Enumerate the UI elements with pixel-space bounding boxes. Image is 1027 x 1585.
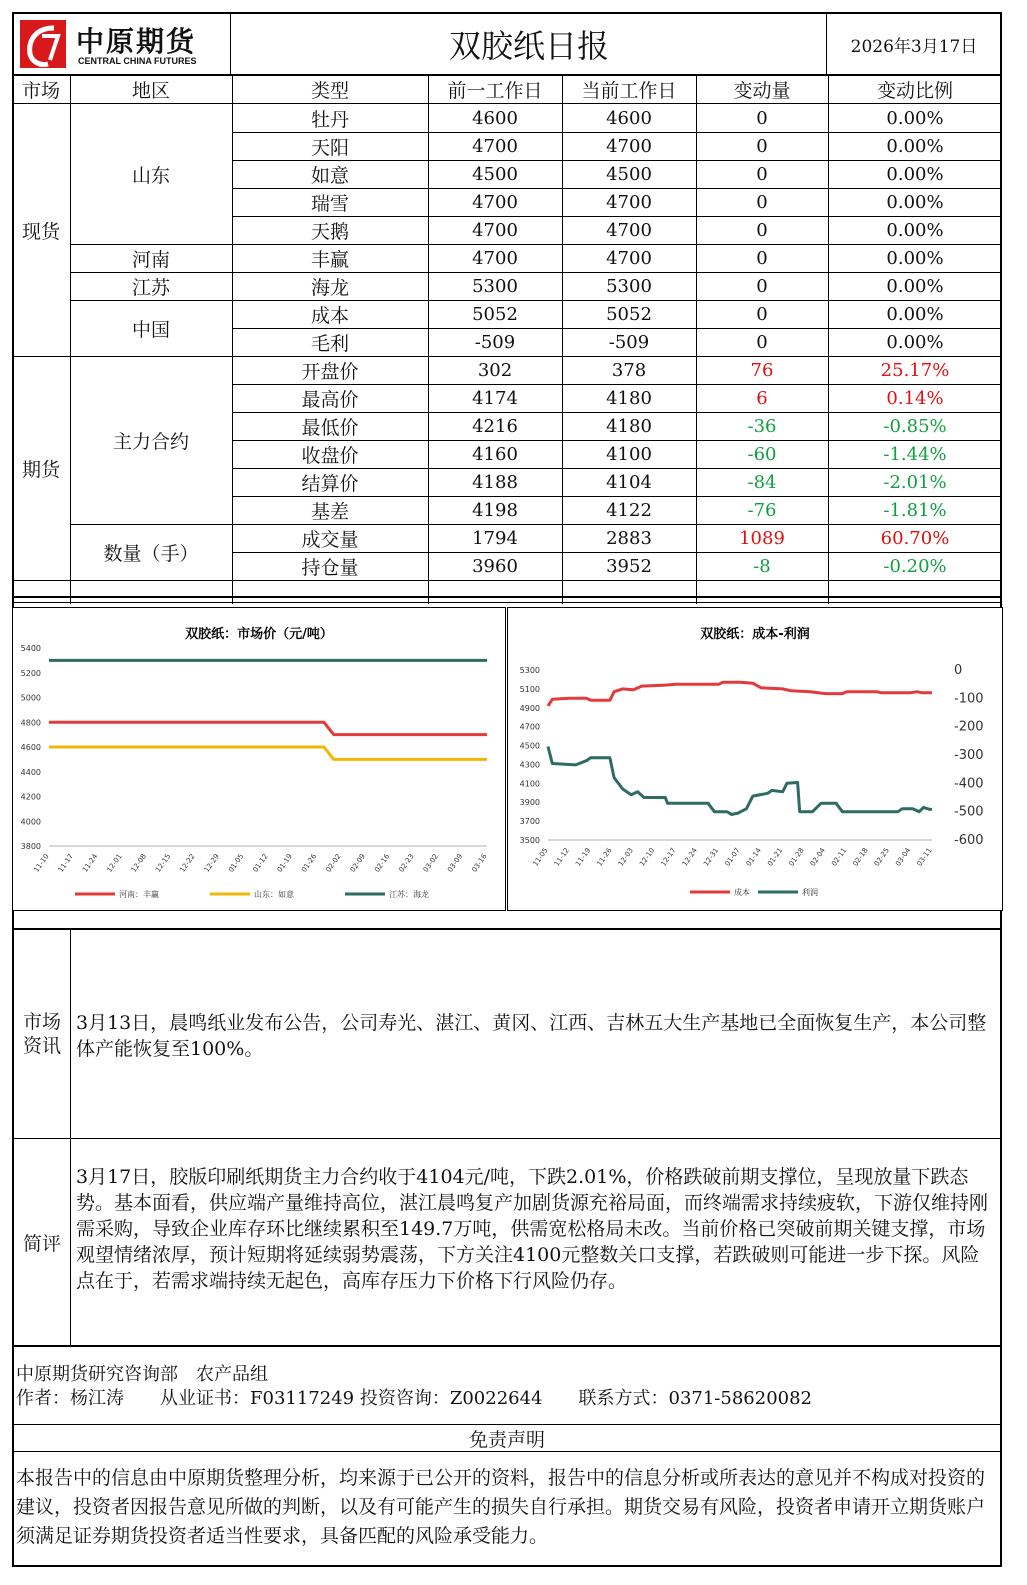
type-cell: 瑞雪 xyxy=(310,192,349,215)
change-value: -8 xyxy=(753,555,771,577)
change-value: 0 xyxy=(756,219,768,241)
y-tick-label: 4600 xyxy=(20,743,41,752)
curr-value: -509 xyxy=(608,331,650,353)
change-value: 1089 xyxy=(739,527,785,549)
change-value: 6 xyxy=(756,387,768,409)
y-tick-label: 4000 xyxy=(20,817,41,827)
market-cell: 期货 xyxy=(21,458,60,481)
prev-value: 4160 xyxy=(472,443,518,465)
type-cell: 成交量 xyxy=(301,528,359,551)
type-cell: 基差 xyxy=(310,500,349,523)
change-pct: 0.00% xyxy=(886,135,944,157)
curr-value: 4104 xyxy=(606,471,652,493)
logo-cn: 中原期货 xyxy=(76,25,197,58)
prev-value: 4188 xyxy=(472,471,518,493)
x-tick-label: 02-04 xyxy=(808,846,827,868)
x-tick-label: 03-02 xyxy=(421,852,440,874)
y2-tick-label: -600 xyxy=(954,833,984,848)
y2-tick-label: -500 xyxy=(954,804,984,820)
x-tick-label: 11-24 xyxy=(81,852,100,874)
prev-value: 4700 xyxy=(472,191,518,213)
chart-title: 双胶纸：成本-利润 xyxy=(700,627,810,642)
prev-value: -509 xyxy=(474,331,516,353)
x-tick-label: 01-19 xyxy=(275,852,294,874)
y-tick-label: 3900 xyxy=(519,798,540,808)
change-value: 0 xyxy=(756,331,768,353)
y-tick-label: 4800 xyxy=(20,718,41,728)
report-date: 2026年3月17日 xyxy=(850,36,978,57)
curr-value: 4180 xyxy=(606,387,652,409)
change-pct: 25.17% xyxy=(880,359,950,381)
y2-tick-label: -200 xyxy=(954,719,984,735)
y-tick-label: 5100 xyxy=(519,684,540,694)
prev-value: 5300 xyxy=(472,275,518,297)
y-tick-label: 5300 xyxy=(519,666,540,675)
type-cell: 天鹅 xyxy=(310,220,349,243)
y-tick-label: 3700 xyxy=(519,817,540,827)
change-pct: 0.00% xyxy=(886,219,944,241)
y-tick-label: 5000 xyxy=(20,693,41,703)
x-tick-label: 12-17 xyxy=(659,846,678,868)
x-tick-label: 01-12 xyxy=(251,852,270,874)
type-cell: 结算价 xyxy=(301,472,359,495)
x-tick-label: 12-15 xyxy=(154,852,173,874)
x-tick-label: 11-26 xyxy=(595,846,614,868)
legend-label: 河南：丰赢 xyxy=(119,890,159,899)
series-line xyxy=(548,747,932,815)
region-cell: 数量（手） xyxy=(103,542,199,565)
x-tick-label: 12-01 xyxy=(105,852,124,874)
type-cell: 毛利 xyxy=(310,332,349,355)
x-tick-label: 01-14 xyxy=(744,846,763,868)
change-value: 0 xyxy=(756,135,768,157)
legend-label: 利润 xyxy=(802,888,818,897)
curr-value: 4600 xyxy=(606,107,652,129)
legend-label: 成本 xyxy=(734,888,750,897)
type-cell: 持仓量 xyxy=(301,556,359,579)
curr-value: 4100 xyxy=(606,443,652,465)
change-pct: -2.01% xyxy=(883,471,947,493)
type-cell: 如意 xyxy=(310,164,349,187)
x-tick-label: 12-10 xyxy=(638,846,657,868)
logo xyxy=(14,14,231,74)
y2-tick-label: -300 xyxy=(954,748,984,763)
type-cell: 丰赢 xyxy=(310,248,349,271)
curr-value: 5300 xyxy=(606,275,652,297)
region-cell: 河南 xyxy=(131,248,170,271)
curr-value: 4122 xyxy=(606,499,652,521)
y-tick-label: 5400 xyxy=(20,644,41,653)
change-pct: -1.81% xyxy=(883,499,947,521)
change-value: 0 xyxy=(756,303,768,325)
disclaimer-title: 免责声明 xyxy=(468,1428,545,1451)
prev-value: 4600 xyxy=(472,107,518,129)
x-tick-label: 03-11 xyxy=(915,846,934,868)
y-tick-label: 3800 xyxy=(20,842,41,851)
region-cell: 中国 xyxy=(131,318,170,341)
region-cell: 山东 xyxy=(131,164,170,187)
x-tick-label: 12-31 xyxy=(702,846,721,868)
type-cell: 牡丹 xyxy=(310,108,349,131)
x-tick-label: 12-29 xyxy=(202,852,221,874)
x-tick-label: 11-19 xyxy=(574,846,593,868)
change-value: 0 xyxy=(756,247,768,269)
x-tick-label: 03-09 xyxy=(446,852,465,874)
change-value: 0 xyxy=(756,191,768,213)
type-cell: 最高价 xyxy=(301,388,359,411)
change-value: -76 xyxy=(747,499,777,521)
prev-value: 4216 xyxy=(472,415,518,437)
x-tick-label: 03-04 xyxy=(894,846,913,868)
change-value: -60 xyxy=(747,443,777,465)
type-cell: 海龙 xyxy=(310,276,349,299)
prev-value: 1794 xyxy=(472,527,518,549)
x-tick-label: 02-02 xyxy=(324,852,343,874)
page-title: 双胶纸日报 xyxy=(232,14,827,74)
x-tick-label: 02-18 xyxy=(851,846,870,868)
change-value: 0 xyxy=(756,107,768,129)
y-tick-label: 4400 xyxy=(20,767,41,777)
region-cell: 江苏 xyxy=(131,276,170,299)
change-value: 0 xyxy=(756,275,768,297)
x-tick-label: 01-26 xyxy=(300,852,319,874)
disclaimer-text: 本报告中的信息由中原期货整理分析，均来源于已公开的资料，报告中的信息分析或所表达的意见并不构成对投资的建议，投资者因报告意见所做的判断，以及有可能产生的损失自行承担。期货交易有风险，投资者申请开立期货账户须满足证券期货投资者适当性要求，具备匹配的风险承受能力。 xyxy=(16,1467,986,1547)
y2-tick-label: -100 xyxy=(954,691,984,707)
change-pct: -0.85% xyxy=(883,415,947,437)
series-line xyxy=(548,682,932,706)
x-tick-label: 12-03 xyxy=(616,846,635,868)
series-line xyxy=(49,747,487,759)
y-tick-label: 3500 xyxy=(519,836,540,845)
y-tick-label: 4900 xyxy=(519,703,540,713)
change-value: 76 xyxy=(750,359,774,381)
x-tick-label: 01-28 xyxy=(787,846,806,868)
change-pct: 0.14% xyxy=(886,387,944,409)
type-cell: 最低价 xyxy=(301,416,359,439)
y-tick-label: 4200 xyxy=(20,792,41,802)
change-pct: 0.00% xyxy=(886,107,944,129)
curr-value: 4500 xyxy=(606,163,652,185)
x-tick-label: 12-22 xyxy=(178,852,197,874)
x-tick-label: 03-16 xyxy=(470,852,489,874)
change-pct: 0.00% xyxy=(886,191,944,213)
market-price-chart xyxy=(12,607,506,911)
x-tick-label: 11-05 xyxy=(531,846,550,868)
x-tick-label: 11-12 xyxy=(552,846,571,868)
prev-value: 4700 xyxy=(472,247,518,269)
column-header: 变动比例 xyxy=(876,80,953,102)
x-tick-label: 01-07 xyxy=(723,846,742,868)
y-tick-label: 4700 xyxy=(519,722,540,732)
x-tick-label: 02-11 xyxy=(830,846,849,868)
curr-value: 4700 xyxy=(606,135,652,157)
column-header: 市场 xyxy=(21,80,60,102)
curr-value: 378 xyxy=(611,359,647,381)
type-cell: 成本 xyxy=(310,304,349,327)
chart-title: 双胶纸：市场价（元/吨） xyxy=(185,627,333,642)
news-text: 3月13日，晨鸣纸业发布公告，公司寿光、湛江、黄冈、江西、吉林五大生产基地已全面恢复生产，本公司整体产能恢复至100%。 xyxy=(76,1012,987,1060)
change-value: -36 xyxy=(747,415,777,437)
curr-value: 4700 xyxy=(606,219,652,241)
series-line xyxy=(49,722,487,734)
change-value: -84 xyxy=(747,471,777,493)
x-tick-label: 12-08 xyxy=(129,852,148,874)
change-pct: -1.44% xyxy=(883,443,947,465)
curr-value: 5052 xyxy=(606,303,652,325)
y-tick-label: 4100 xyxy=(519,779,540,789)
cost-profit-chart xyxy=(507,607,1003,911)
prev-value: 4198 xyxy=(472,499,518,521)
x-tick-label: 02-25 xyxy=(872,846,891,868)
prev-value: 302 xyxy=(477,359,513,381)
change-pct: -0.20% xyxy=(883,555,947,577)
department: 中原期货研究咨询部 农产品组 xyxy=(16,1364,268,1385)
legend-label: 江苏：海龙 xyxy=(389,890,429,899)
y-tick-label: 5200 xyxy=(20,668,41,678)
prev-value: 4174 xyxy=(472,387,518,409)
region-cell: 主力合约 xyxy=(112,430,189,453)
legend-label: 山东：如意 xyxy=(254,890,294,899)
x-tick-label: 02-23 xyxy=(397,852,416,874)
curr-value: 4700 xyxy=(606,191,652,213)
column-header: 类型 xyxy=(310,80,349,102)
column-header: 前一工作日 xyxy=(447,80,543,102)
change-pct: 0.00% xyxy=(886,275,944,297)
change-pct: 60.70% xyxy=(880,527,950,549)
y-tick-label: 4500 xyxy=(519,741,540,751)
y-tick-label: 4300 xyxy=(519,760,540,770)
change-pct: 0.00% xyxy=(886,303,944,325)
change-pct: 0.00% xyxy=(886,247,944,269)
market-cell: 现货 xyxy=(21,220,60,243)
change-value: 0 xyxy=(756,163,768,185)
x-tick-label: 11-17 xyxy=(56,852,75,874)
curr-value: 2883 xyxy=(606,527,652,549)
x-tick-label: 02-16 xyxy=(373,852,392,874)
curr-value: 4700 xyxy=(606,247,652,269)
curr-value: 4180 xyxy=(606,415,652,437)
prev-value: 3960 xyxy=(472,555,518,577)
change-pct: 0.00% xyxy=(886,163,944,185)
y2-tick-label: -400 xyxy=(954,776,984,792)
x-tick-label: 01-05 xyxy=(227,852,246,874)
column-header: 当前工作日 xyxy=(581,80,677,102)
column-header: 变动量 xyxy=(733,80,791,102)
type-cell: 收盘价 xyxy=(301,444,359,467)
x-tick-label: 12-24 xyxy=(680,846,699,868)
news-label: 市场 资讯 xyxy=(22,1011,61,1057)
column-header: 地区 xyxy=(131,80,170,102)
type-cell: 天阳 xyxy=(310,136,349,159)
prev-value: 4700 xyxy=(472,135,518,157)
x-tick-label: 11-10 xyxy=(32,852,51,874)
author-info: 作者：杨江涛 从业证书：F03117249 投资咨询：Z0022644 联系方式：0371-58620082 xyxy=(16,1388,813,1409)
x-tick-label: 02-09 xyxy=(348,852,367,874)
curr-value: 3952 xyxy=(606,555,652,577)
x-tick-label: 01-21 xyxy=(766,846,785,868)
logo-en: CENTRAL CHINA FUTURES xyxy=(78,56,197,66)
prev-value: 4700 xyxy=(472,219,518,241)
type-cell: 开盘价 xyxy=(301,360,359,383)
prev-value: 4500 xyxy=(472,163,518,185)
comment-text: 3月17日，胶版印刷纸期货主力合约收于4104元/吨，下跌2.01%，价格跌破前期支撑位，呈现放量下跌态势。基本面看，供应端产量维持高位，湛江晨鸣复产加剧货源充裕局面，而终端需求持续疲软，下游仅维持刚需采购，导致企业库存环比继续累积至149.7万吨，供需宽松格局未改。当前价格已突破前期关键支撑，市场观望情绪浓厚，预计短期将延续弱势震荡，下方关注4100元整数关口支撑，若跌破则可能进一步下探。风险点在于，若需求端持续无起色，高库存压力下价格下行风险仍存。 xyxy=(76,1166,989,1292)
change-pct: 0.00% xyxy=(886,331,944,353)
comment-label: 简评 xyxy=(22,1233,61,1255)
prev-value: 5052 xyxy=(472,303,518,325)
y2-tick-label: 0 xyxy=(954,663,963,678)
